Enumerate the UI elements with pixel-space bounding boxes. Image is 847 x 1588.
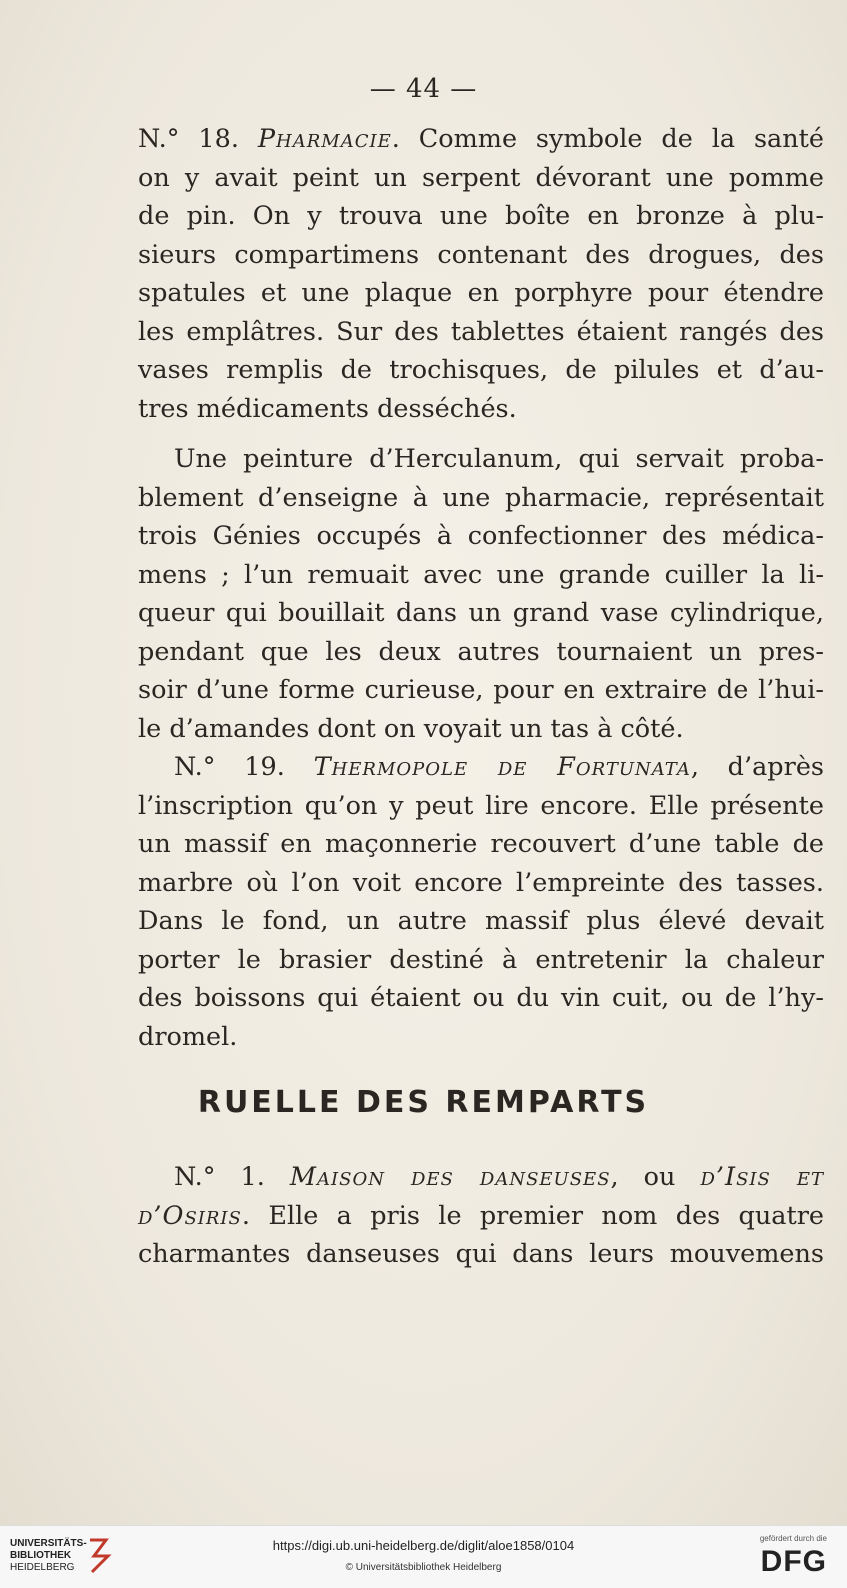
text-line: des boissons qui étaient ou du vin cuit, ou de l’hy- [138, 983, 824, 1013]
text-line: charmantes danseuses qui dans leurs mouvemens [138, 1239, 824, 1269]
text-line: N.° 1. Maison des danseuses, ou d’Isis et [174, 1162, 825, 1192]
text-line: sieurs compartimens contenant des drogues, des [138, 239, 824, 270]
university-library-logo[interactable]: UNIVERSITÄTS- BIBLIOTHEK HEIDELBERG [10, 1538, 87, 1573]
permalink-url[interactable]: https://digi.ub.uni-heidelberg.de/diglit/aloe1858/0104 [272, 1538, 575, 1553]
text-line: spatules et une plaque en porphyre pour étendre [138, 278, 824, 308]
text-line: trois Génies occupés à confectionner des médica- [138, 521, 824, 551]
dfg-logo[interactable]: DFG [760, 1545, 827, 1578]
paragraph-thermopole [138, 748, 824, 1056]
text-line: Une peinture d’Herculanum, qui servait proba- [174, 444, 824, 474]
text-line: tres médicaments desséchés. [138, 393, 517, 424]
text-line: dromel. [138, 1021, 238, 1052]
text-line: le d’amandes dont on voyait un tas à côté. [138, 713, 684, 744]
section-heading: RUELLE DES REMPARTS [197, 1085, 650, 1120]
text-line: Dans le fond, un autre massif plus élevé devait [138, 906, 824, 936]
text-line: d’Osiris. Elle a pris le premier nom des quatre [138, 1200, 824, 1231]
text-line: N.° 18. Pharmacie. Comme symbole de la santé [138, 124, 824, 154]
text-line: vases remplis de trochisques, de pilules et d’au- [138, 355, 824, 385]
paragraph-pharmacie [138, 120, 824, 428]
text-line: soir d’une forme curieuse, pour en extraire de l’hui- [138, 675, 824, 705]
paragraph-danseuses [138, 1158, 824, 1274]
text-line: de pin. On y trouva une boîte en bronze à plu- [138, 201, 824, 231]
text-line: marbre où l’on voit encore l’empreinte des tasses. [138, 867, 824, 898]
text-line: les emplâtres. Sur des tablettes étaient rangés des [138, 316, 824, 347]
text-line: l’inscription qu’on y peut lire encore. Elle présente [138, 790, 824, 821]
text-line: mens ; l’un remuait avec une grande cuiller la li- [138, 559, 824, 590]
text-line: un massif en maçonnerie recouvert d’une table de [138, 829, 824, 859]
copyright-text: © Universitätsbibliothek Heidelberg [345, 1562, 502, 1573]
text-line: on y avait peint un serpent dévorant une pomme [138, 162, 824, 193]
paragraph-herculanum [138, 440, 824, 748]
text-line: queur qui bouillait dans un grand vase cylindrique, [138, 598, 824, 628]
text-line: N.° 19. Thermopole de Fortunata, d’après [174, 752, 824, 782]
page-number: — 44 — [369, 74, 478, 104]
text-line: porter le brasier destiné à entretenir la chaleur [138, 944, 824, 975]
text-line: blement d’enseigne à une pharmacie, représentait [138, 482, 824, 513]
viewer-footer [0, 1525, 847, 1588]
text-line: pendant que les deux autres tournaient un pres- [138, 636, 824, 667]
funding-note: gefördert durch die [759, 1534, 827, 1543]
